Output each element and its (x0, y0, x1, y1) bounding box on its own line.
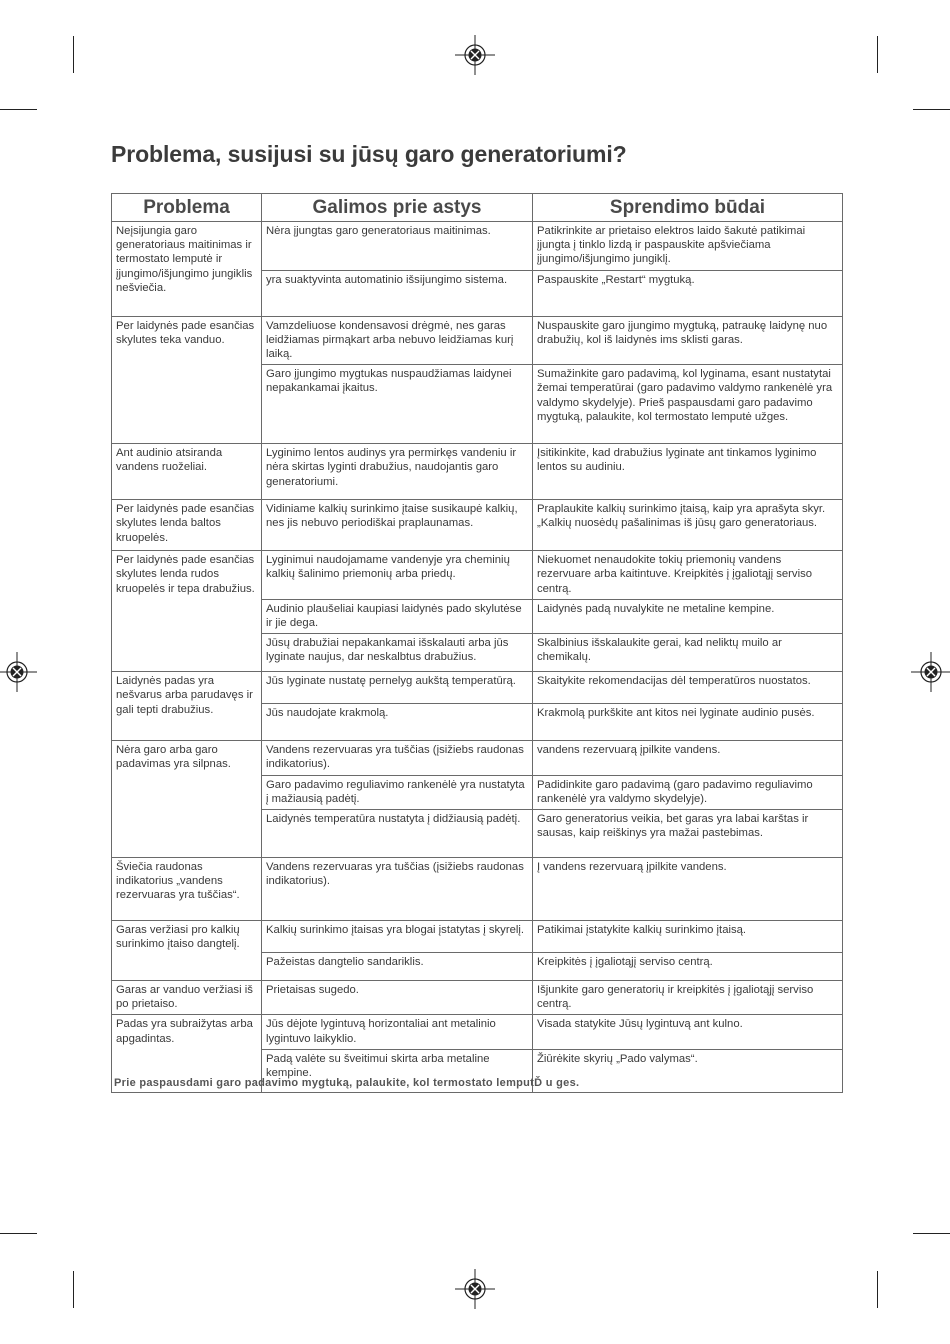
cause-cell: Garo įjungimo mygtukas nuspaudžiamas laidynei nepakankamai įkaitus. (262, 365, 533, 444)
cause-cell: Lyginimui naudojamame vandenyje yra cheminių kalkių šalinimo priemonių arba priedų. (262, 551, 533, 600)
problem-cell: Neįsijungia garo generatoriaus maitinimas ir termostato lemputė ir įjungimo/išjungimo jungiklis nešviečia. (112, 222, 262, 317)
table-row (112, 551, 843, 600)
footer-note: Prie paspausdami garo padavimo mygtuką, palaukite, kol termostato lemputĎ u ges. (114, 1077, 580, 1089)
registration-mark-icon (455, 35, 495, 75)
solution-cell: Praplaukite kalkių surinkimo įtaisą, kaip yra aprašyta skyr. „Kalkių nuosėdų pašalinimas iš jūsų garo generatoriaus. (533, 500, 843, 551)
solution-cell: Įsitikinkite, kad drabužius lyginate ant tinkamos lyginimo lentos su audiniu. (533, 444, 843, 500)
solution-cell: Sumažinkite garo padavimą, kol lyginama, esant nustatytai žemai temperatūrai (garo padavimo valdymo rankenėlė yra valdymo skydelyje). Prieš paspausdami garo padavimo mygtuką, palaukite, kol termostato lemputė užges. (533, 365, 843, 444)
problem-cell: Per laidynės pade esančias skylutes teka vanduo. (112, 316, 262, 444)
cause-cell: Jūsų drabužiai nepakankamai išskalauti arba jūs lyginate naujus, dar neskalbtus drabužius. (262, 634, 533, 672)
cause-cell: Audinio plaušeliai kaupiasi laidynės pado skylutėse ir jie dega. (262, 599, 533, 633)
cause-cell: Vamzdeliuose kondensavosi drėgmė, nes garas leidžiamas pirmąkart arba nebuvo leidžiamas kurį laiką. (262, 316, 533, 365)
cause-cell: Vandens rezervuaras yra tuščias (įsižiebs raudonas indikatorius). (262, 741, 533, 775)
table-row (112, 981, 843, 1015)
table-row (112, 316, 843, 365)
troubleshooting-table (111, 193, 843, 1093)
solution-cell: Niekuomet nenaudokite tokių priemonių vandens rezervuare arba kaitintuve. Kreipkitės į įgaliotąjį serviso centrą. (533, 551, 843, 600)
cause-cell: Vandens rezervuaras yra tuščias (įsižiebs raudonas indikatorius). (262, 858, 533, 921)
cause-cell: Jūs naudojate krakmolą. (262, 704, 533, 741)
problem-cell: Garas veržiasi pro kalkių surinkimo įtaiso dangtelį. (112, 921, 262, 981)
solution-cell: Krakmolą purkškite ant kitos nei lyginate audinio pusės. (533, 704, 843, 741)
crop-mark (913, 1233, 950, 1234)
registration-mark-icon (455, 1269, 495, 1309)
solution-cell: Kreipkitės į įgaliotąjį serviso centrą. (533, 953, 843, 981)
cause-cell: Prietaisas sugedo. (262, 981, 533, 1015)
table-row (112, 921, 843, 953)
cause-cell: Lyginimo lentos audinys yra permirkęs vandeniu ir nėra skirtas lyginti drabužius, naudojantis garo generatoriumi. (262, 444, 533, 500)
problem-cell: Laidynės padas yra nešvarus arba parudavęs ir gali tepti drabužius. (112, 672, 262, 741)
solution-cell: Paspauskite „Restart“ mygtuką. (533, 270, 843, 316)
table-row (112, 1015, 843, 1049)
cause-cell: Jūs lyginate nustatę pernelyg aukštą temperatūrą. (262, 672, 533, 704)
problem-cell: Nėra garo arba garo padavimas yra silpnas. (112, 741, 262, 858)
crop-mark (913, 109, 950, 110)
solution-cell: Skaitykite rekomendacijas dėl temperatūros nuostatos. (533, 672, 843, 704)
crop-mark (0, 109, 37, 110)
page-title: Problema, susijusi su jūsų garo generatoriumi? (111, 141, 627, 167)
solution-cell: Žiūrėkite skyrių „Pado valymas“. (533, 1049, 843, 1092)
table-row (112, 222, 843, 271)
solution-cell: Patikimai įstatykite kalkių surinkimo įtaisą. (533, 921, 843, 953)
column-header-problem: Problema (112, 194, 262, 222)
problem-cell: Padas yra subraižytas arba apgadintas. (112, 1015, 262, 1092)
table-row (112, 500, 843, 551)
cause-cell: Padą valėte su šveitimui skirta arba metaline kempine. (262, 1049, 533, 1092)
solution-cell: vandens rezervuarą įpilkite vandens. (533, 741, 843, 775)
column-header-causes: Galimos prie astys (262, 194, 533, 222)
solution-cell: Į vandens rezervuarą įpilkite vandens. (533, 858, 843, 921)
crop-mark (0, 1233, 37, 1234)
problem-cell: Garas ar vanduo veržiasi iš po prietaiso. (112, 981, 262, 1015)
solution-cell: Patikrinkite ar prietaiso elektros laido šakutė patikimai įjungta į tinklo lizdą ir paspauskite apšviečiama įjungimo/išjungimo jungiklį. (533, 222, 843, 271)
table-header-row (112, 194, 843, 222)
table-row (112, 672, 843, 704)
crop-mark (877, 36, 878, 73)
crop-mark (73, 1271, 74, 1308)
cause-cell: Jūs dėjote lygintuvą horizontaliai ant metalinio lygintuvo laikyklio. (262, 1015, 533, 1049)
table-row (112, 858, 843, 921)
solution-cell: Garo generatorius veikia, bet garas yra labai karštas ir sausas, kaip reiškinys yra mažai pastebimas. (533, 810, 843, 858)
cause-cell: yra suaktyvinta automatinio išsijungimo sistema. (262, 270, 533, 316)
solution-cell: Išjunkite garo generatorių ir kreipkitės į įgaliotąjį serviso centrą. (533, 981, 843, 1015)
cause-cell: Laidynės temperatūra nustatyta į didžiausią padėtį. (262, 810, 533, 858)
solution-cell: Skalbinius išskalaukite gerai, kad neliktų muilo ar chemikalų. (533, 634, 843, 672)
solution-cell: Nuspauskite garo įjungimo mygtuką, patraukę laidynę nuo drabužių, kol iš laidynės ims sklisti garas. (533, 316, 843, 365)
solution-cell: Visada statykite Jūsų lygintuvą ant kulno. (533, 1015, 843, 1049)
cause-cell: Garo padavimo reguliavimo rankenėlė yra nustatyta į mažiausią padėtį. (262, 775, 533, 809)
problem-cell: Šviečia raudonas indikatorius „vandens rezervuaras yra tuščias“. (112, 858, 262, 921)
solution-cell: Padidinkite garo padavimą (garo padavimo reguliavimo rankenėlė yra valdymo skydelyje). (533, 775, 843, 809)
column-header-solutions: Sprendimo būdai (533, 194, 843, 222)
problem-cell: Per laidynės pade esančias skylutes lenda baltos kruopelės. (112, 500, 262, 551)
problem-cell: Ant audinio atsiranda vandens ruoželiai. (112, 444, 262, 500)
cause-cell: Kalkių surinkimo įtaisas yra blogai įstatytas į skyrelį. (262, 921, 533, 953)
problem-cell: Per laidynės pade esančias skylutes lenda rudos kruopelės ir tepa drabužius. (112, 551, 262, 672)
crop-mark (877, 1271, 878, 1308)
registration-mark-icon (911, 652, 950, 692)
table-row (112, 741, 843, 775)
table-row (112, 444, 843, 500)
solution-cell: Laidynės padą nuvalykite ne metaline kempine. (533, 599, 843, 633)
registration-mark-icon (0, 652, 37, 692)
crop-mark (73, 36, 74, 73)
cause-cell: Vidiniame kalkių surinkimo įtaise susikaupė kalkių, nes jis nebuvo periodiškai praplaunamas. (262, 500, 533, 551)
cause-cell: Pažeistas dangtelio sandariklis. (262, 953, 533, 981)
cause-cell: Nėra įjungtas garo generatoriaus maitinimas. (262, 222, 533, 271)
